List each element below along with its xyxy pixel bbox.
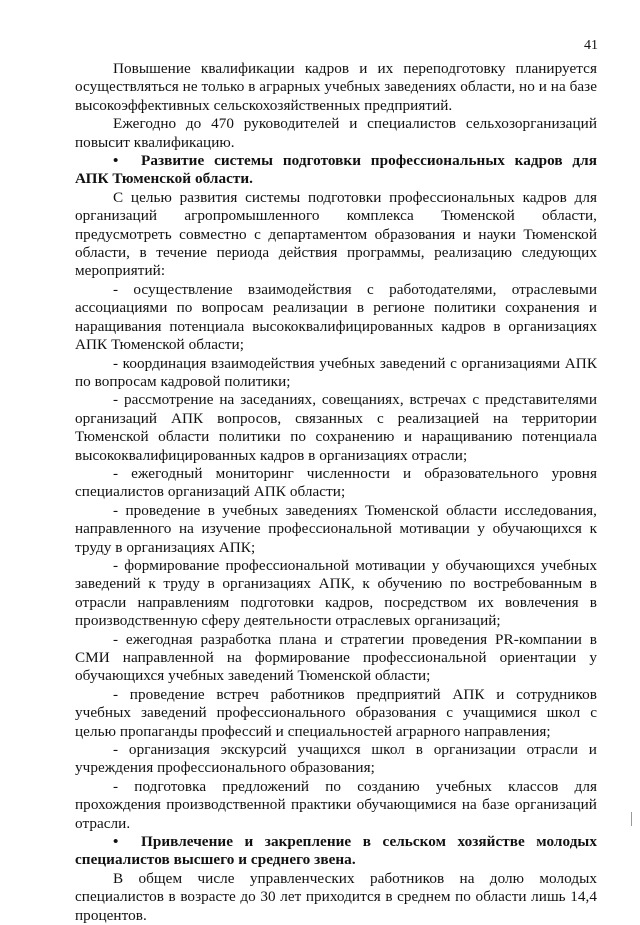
list-item: - осуществление взаимодействия с работодателями, отраслевыми ассоциациями по вопросам реализации в регионе политики сохранения и наращивания потенциала высококвалифицированных кадров в организациях АПК Тюменской области; xyxy=(75,280,597,354)
list-item: - ежегодный мониторинг численности и образовательного уровня специалистов организаций АПК области; xyxy=(75,464,597,501)
list-item: - организация экскурсий учащихся школ в организации отрасли и учреждения профессионального образования; xyxy=(75,741,597,777)
paragraph: С целью развития системы подготовки профессиональных кадров для организаций агропромышленного комплекса Тюменской области, предусмотреть совместно с департаментом образования и науки Тюменской области, в течение периода действия программы, реализацию следующих мероприятий: xyxy=(75,188,597,280)
list-item: - ежегодная разработка плана и стратегии проведения PR-компании в СМИ направленной на формирование профессиональной ориентации у обучающихся учебных заведений Тюменской области; xyxy=(75,630,597,685)
section-heading-text: Привлечение и закрепление в сельском хозяйстве молодых специалистов высшего и среднего звена. xyxy=(75,833,597,869)
scan-margin-mark xyxy=(631,812,634,826)
list-item: - проведение в учебных заведениях Тюменской области исследования, направленного на изучение профессиональной мотивации у обучающихся к труду в организациях АПК; xyxy=(75,501,597,556)
list-item: - проведение встреч работников предприятий АПК и сотрудников учебных заведений профессионального образования с учащимися школ с целью пропаганды профессий и специальностей аграрного направления; xyxy=(75,685,597,740)
paragraph: В общем числе управленческих работников на долю молодых специалистов в возрасте до 30 лет приходится в среднем по области лишь 14,4 процентов. xyxy=(75,869,597,924)
paragraph: Повышение квалификации кадров и их переподготовку планируется осуществляться не только в аграрных учебных заведениях области, но и на базе высокоэффективных сельскохозяйственных предприятий. xyxy=(75,60,597,114)
section-heading xyxy=(75,152,597,189)
section-heading-text: Развитие системы подготовки профессиональных кадров для АПК Тюменской области. xyxy=(75,152,597,188)
list-item: - формирование профессиональной мотивации у обучающихся учебных заведений к труду в организациях АПК, к обучению по востребованным в отрасли направлениям подготовки кадров, посредством их вовлечения в производственную сферу деятельности отраслевых организаций; xyxy=(75,556,597,630)
section-heading xyxy=(75,833,597,870)
bullet-icon: • xyxy=(113,152,119,170)
list-item: - координация взаимодействия учебных заведений с организациями АПК по вопросам кадровой политики; xyxy=(75,354,597,390)
list-item: - подготовка предложений по созданию учебных классов для прохождения производственной практики обучающимися на базе организаций отрасли. xyxy=(75,777,597,832)
paragraph: Ежегодно до 470 руководителей и специалистов сельхозорганизаций повысит квалификацию. xyxy=(75,115,597,151)
list-item: - рассмотрение на заседаниях, совещаниях, встречах с представителями организаций АПК вопросов, связанных с реализацией на территории Тюменской области политики по сохранению и наращиванию потенциала высококвалифицированных кадров в организациях отрасли; xyxy=(75,391,597,464)
document-body xyxy=(75,60,597,925)
bullet-icon: • xyxy=(113,833,119,851)
page-number: 41 xyxy=(584,38,598,53)
